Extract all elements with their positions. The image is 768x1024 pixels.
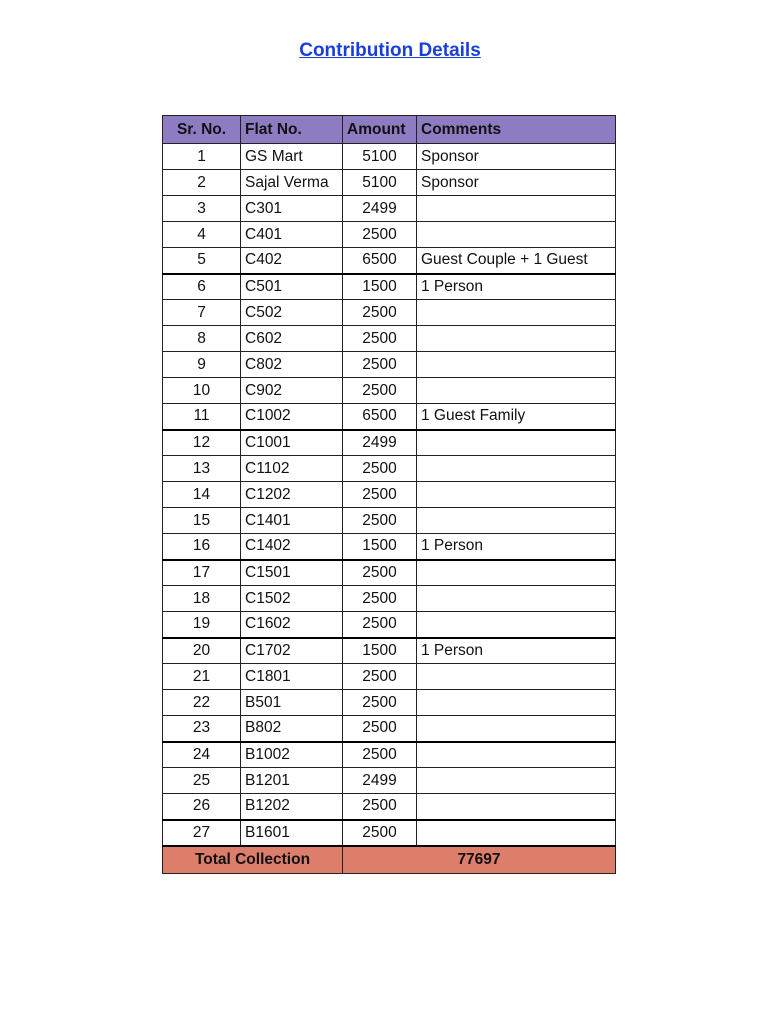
table-row: [163, 820, 616, 846]
cell-sr-no: 24: [163, 742, 241, 768]
cell-flat-no: B1201: [241, 768, 343, 794]
cell-amount: 2500: [343, 690, 417, 716]
table-row: [163, 612, 616, 638]
cell-amount: 1500: [343, 274, 417, 300]
cell-sr-no: 15: [163, 508, 241, 534]
table-row: [163, 716, 616, 742]
cell-flat-no: C401: [241, 222, 343, 248]
cell-comments: [417, 430, 616, 456]
cell-flat-no: C502: [241, 300, 343, 326]
cell-sr-no: 9: [163, 352, 241, 378]
table-row: [163, 586, 616, 612]
cell-comments: [417, 482, 616, 508]
column-header-sr-no: Sr. No.: [163, 116, 241, 144]
cell-flat-no: C402: [241, 248, 343, 274]
cell-amount: 2500: [343, 378, 417, 404]
cell-flat-no: B1601: [241, 820, 343, 846]
table-row: [163, 378, 616, 404]
cell-amount: 2500: [343, 352, 417, 378]
cell-comments: [417, 742, 616, 768]
cell-flat-no: C802: [241, 352, 343, 378]
table-row: [163, 456, 616, 482]
cell-flat-no: C902: [241, 378, 343, 404]
table-row: [163, 196, 616, 222]
cell-comments: [417, 196, 616, 222]
cell-flat-no: C1102: [241, 456, 343, 482]
cell-sr-no: 5: [163, 248, 241, 274]
cell-comments: [417, 508, 616, 534]
cell-sr-no: 16: [163, 534, 241, 560]
cell-sr-no: 10: [163, 378, 241, 404]
cell-amount: 1500: [343, 638, 417, 664]
cell-amount: 2500: [343, 508, 417, 534]
table-row: [163, 274, 616, 300]
cell-amount: 5100: [343, 170, 417, 196]
cell-sr-no: 14: [163, 482, 241, 508]
cell-sr-no: 3: [163, 196, 241, 222]
table-row: [163, 690, 616, 716]
cell-sr-no: 19: [163, 612, 241, 638]
cell-comments: [417, 768, 616, 794]
cell-sr-no: 27: [163, 820, 241, 846]
cell-comments: Guest Couple + 1 Guest: [417, 248, 616, 274]
cell-amount: 2500: [343, 326, 417, 352]
cell-sr-no: 12: [163, 430, 241, 456]
cell-flat-no: C1202: [241, 482, 343, 508]
cell-amount: 2499: [343, 196, 417, 222]
table-row: [163, 560, 616, 586]
table-row: [163, 794, 616, 820]
cell-sr-no: 23: [163, 716, 241, 742]
cell-comments: [417, 612, 616, 638]
cell-amount: 2500: [343, 612, 417, 638]
cell-comments: [417, 560, 616, 586]
cell-sr-no: 17: [163, 560, 241, 586]
cell-amount: 2500: [343, 560, 417, 586]
cell-sr-no: 25: [163, 768, 241, 794]
cell-flat-no: C602: [241, 326, 343, 352]
cell-sr-no: 22: [163, 690, 241, 716]
cell-sr-no: 20: [163, 638, 241, 664]
table-row: [163, 144, 616, 170]
table-row: [163, 430, 616, 456]
table-row: [163, 482, 616, 508]
cell-amount: 2500: [343, 664, 417, 690]
cell-sr-no: 1: [163, 144, 241, 170]
cell-comments: [417, 326, 616, 352]
cell-amount: 5100: [343, 144, 417, 170]
column-header-flat-no: Flat No.: [241, 116, 343, 144]
cell-comments: Sponsor: [417, 144, 616, 170]
total-row: [163, 846, 616, 874]
cell-amount: 2500: [343, 742, 417, 768]
cell-comments: [417, 820, 616, 846]
cell-amount: 2500: [343, 820, 417, 846]
cell-comments: 1 Person: [417, 534, 616, 560]
table-row: [163, 534, 616, 560]
cell-sr-no: 18: [163, 586, 241, 612]
column-header-amount: Amount: [343, 116, 417, 144]
cell-comments: [417, 716, 616, 742]
total-value: 77697: [343, 846, 616, 874]
cell-flat-no: C1502: [241, 586, 343, 612]
table-row: [163, 768, 616, 794]
cell-sr-no: 26: [163, 794, 241, 820]
cell-amount: 6500: [343, 248, 417, 274]
cell-flat-no: C1501: [241, 560, 343, 586]
cell-flat-no: C1702: [241, 638, 343, 664]
cell-comments: 1 Guest Family: [417, 404, 616, 430]
cell-flat-no: C1401: [241, 508, 343, 534]
table-row: [163, 638, 616, 664]
table-body: [163, 144, 616, 846]
cell-flat-no: C501: [241, 274, 343, 300]
column-header-comments: Comments: [417, 116, 616, 144]
cell-flat-no: C1602: [241, 612, 343, 638]
cell-comments: [417, 378, 616, 404]
cell-amount: 2500: [343, 482, 417, 508]
cell-flat-no: B1002: [241, 742, 343, 768]
cell-flat-no: Sajal Verma: [241, 170, 343, 196]
contribution-table: [162, 115, 616, 874]
cell-comments: [417, 664, 616, 690]
cell-comments: 1 Person: [417, 274, 616, 300]
cell-flat-no: B1202: [241, 794, 343, 820]
cell-flat-no: C1001: [241, 430, 343, 456]
cell-flat-no: B501: [241, 690, 343, 716]
table-row: [163, 508, 616, 534]
cell-comments: [417, 222, 616, 248]
cell-flat-no: C1801: [241, 664, 343, 690]
cell-amount: 2500: [343, 794, 417, 820]
cell-comments: [417, 300, 616, 326]
cell-amount: 2500: [343, 456, 417, 482]
cell-sr-no: 8: [163, 326, 241, 352]
table-row: [163, 326, 616, 352]
table-row: [163, 664, 616, 690]
cell-amount: 2500: [343, 222, 417, 248]
cell-comments: [417, 690, 616, 716]
cell-sr-no: 13: [163, 456, 241, 482]
cell-flat-no: GS Mart: [241, 144, 343, 170]
cell-comments: [417, 352, 616, 378]
total-label: Total Collection: [163, 846, 343, 874]
cell-sr-no: 21: [163, 664, 241, 690]
table-header-row: [163, 116, 616, 144]
table-row: [163, 742, 616, 768]
cell-amount: 2500: [343, 716, 417, 742]
table-row: [163, 404, 616, 430]
cell-sr-no: 7: [163, 300, 241, 326]
table-row: [163, 300, 616, 326]
cell-amount: 2499: [343, 430, 417, 456]
cell-sr-no: 2: [163, 170, 241, 196]
cell-flat-no: B802: [241, 716, 343, 742]
cell-comments: [417, 794, 616, 820]
cell-comments: [417, 456, 616, 482]
cell-amount: 6500: [343, 404, 417, 430]
cell-comments: Sponsor: [417, 170, 616, 196]
cell-flat-no: C1402: [241, 534, 343, 560]
cell-amount: 1500: [343, 534, 417, 560]
cell-comments: [417, 586, 616, 612]
cell-amount: 2500: [343, 586, 417, 612]
table-row: [163, 170, 616, 196]
table-row: [163, 352, 616, 378]
cell-amount: 2500: [343, 300, 417, 326]
cell-comments: 1 Person: [417, 638, 616, 664]
table-row: [163, 248, 616, 274]
cell-flat-no: C1002: [241, 404, 343, 430]
page-title: Contribution Details: [299, 40, 481, 61]
cell-amount: 2499: [343, 768, 417, 794]
cell-sr-no: 6: [163, 274, 241, 300]
cell-sr-no: 11: [163, 404, 241, 430]
cell-sr-no: 4: [163, 222, 241, 248]
cell-flat-no: C301: [241, 196, 343, 222]
table-row: [163, 222, 616, 248]
